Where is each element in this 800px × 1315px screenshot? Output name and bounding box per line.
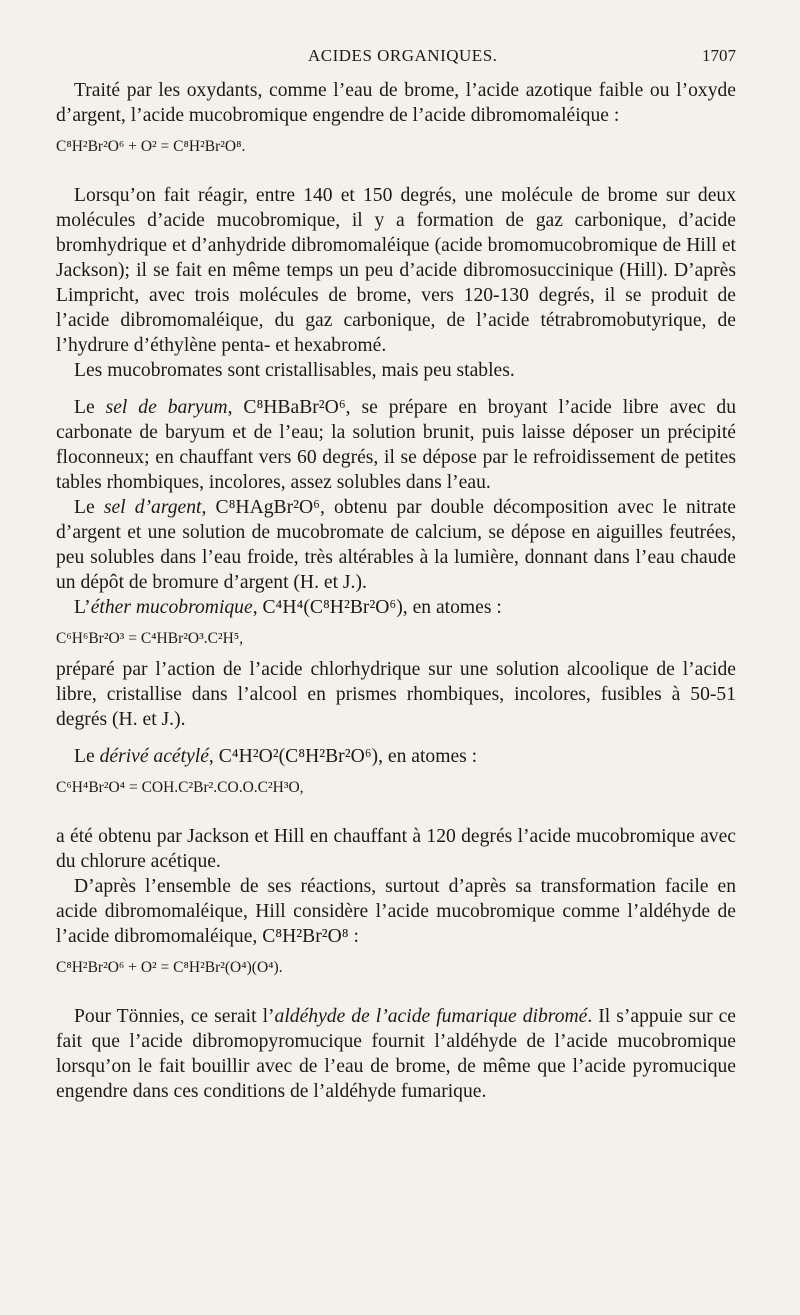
paragraph-sel-argent <box>56 495 736 595</box>
text-rest: , C⁴H²O²(C⁸H²Br²O⁶), en atomes : <box>208 746 478 767</box>
paragraph-ether <box>56 595 736 620</box>
running-title: ACIDES ORGANIQUES. <box>308 46 498 65</box>
text-rest: , C⁸HAgBr²O⁶, obtenu par double décomposition avec le nitrate d’argent et une solution de mucobromate de calcium, se dépose en aiguilles feutrées, peu solubles dans l’eau froide, très altérables à la lumière, donnant dans l’eau chaude un dépôt de bromure d’argent (H. et J.). <box>56 497 736 593</box>
text-lead: Le <box>74 746 100 767</box>
text-rest: , C⁴H⁴(C⁸H²Br²O⁶), en atomes : <box>252 597 502 618</box>
text-lead: Pour Tönnies, ce serait l’ <box>74 1006 275 1027</box>
text-rest: . Il s’appuie sur ce fait que l’acide dibromopyromucique fournit l’aldéhyde de l’acide mucobromique lorsqu’on le fait bouillir avec de l’eau de brome, de même que l’acide pyromucique engendre dans ces conditions de l’aldéhyde fumarique. <box>56 1006 737 1102</box>
equation-oxidation: C⁸H²Br²O⁶ + O² = C⁸H²Br²O⁸. <box>56 138 246 155</box>
italic-term: aldéhyde de l’acide fumarique dibromé <box>274 1006 588 1027</box>
equation-acetyle: C⁶H⁴Br²O⁴ = COH.C²Br².CO.O.C²H³O, <box>56 779 304 796</box>
equation-ether: C⁶H⁶Br²O³ = C⁴HBr²O³.C²H⁵, <box>56 630 244 647</box>
paragraph-jackson-hill: a été obtenu par Jackson et Hill en chauffant à 120 degrés l’acide mucobromique avec du chlorure acétique. <box>56 826 736 872</box>
text-lead: Le <box>74 497 104 518</box>
paragraph-hill-aldehyde: D’après l’ensemble de ses réactions, surtout d’après sa transformation facile en acide dibromomaléique, Hill considère l’acide mucobromique comme l’aldéhyde de l’acide dibromomaléique, C⁸H²Br²O⁸ : <box>56 876 736 947</box>
paragraph-derive-acetyle <box>56 744 736 769</box>
italic-term: sel d’argent <box>103 497 202 518</box>
paragraph-sel-baryum <box>56 395 736 495</box>
page-body <box>56 78 736 1104</box>
text-lead: L’ <box>74 597 91 618</box>
paragraph-brome-reaction: Lorsqu’on fait réagir, entre 140 et 150 degrés, une molécule de brome sur deux molécules d’acide mucobromique, il y a formation de gaz carbonique, d’acide bromhydrique et d’anhydride dibromomaléique (acide bromomucobromique de Hill et Jackson); il se fait en même temps un peu d’acide dibromosuccinique (Hill). D’après Limpricht, avec trois molécules de brome, vers 120-130 degrés, il se produit de l’acide dibromomaléique, du gaz carbonique, de l’acide tétrabromobutyrique, de l’hydrure d’éthylène penta- et hexabromé. <box>56 185 736 356</box>
text-lead: Le <box>74 397 106 418</box>
italic-term: dérivé acétylé <box>99 746 209 767</box>
equation-aldehyde: C⁸H²Br²O⁶ + O² = C⁸H²Br²(O⁴)(O⁴). <box>56 959 283 976</box>
paragraph-oxydants: Traité par les oxydants, comme l’eau de brome, l’acide azotique faible ou l’oxyde d’argent, l’acide mucobromique engendre de l’acide dibromomaléique : <box>56 80 736 126</box>
italic-term: éther mucobromique <box>90 597 253 618</box>
paragraph-ether-preparation: préparé par l’action de l’acide chlorhydrique sur une solution alcoolique de l’acide libre, cristallise dans l’alcool en prismes rhombiques, incolores, fusibles à 50-51 degrés (H. et J.). <box>56 659 736 730</box>
text-rest: , C⁸HBaBr²O⁶, se prépare en broyant l’acide libre avec du carbonate de baryum et de l’eau; la solution brunit, puis laisse déposer un précipité floconneux; en chauffant vers 60 degrés, il se dépose par le refroidissement de petites tables rhombiques, incolores, assez solubles dans l’eau. <box>56 397 736 493</box>
italic-term: sel de baryum <box>105 397 228 418</box>
paragraph-tonnies <box>56 1004 736 1104</box>
page-header <box>60 46 736 72</box>
paragraph-mucobromates: Les mucobromates sont cristallisables, mais peu stables. <box>74 360 515 381</box>
page-number: 1707 <box>702 46 736 65</box>
